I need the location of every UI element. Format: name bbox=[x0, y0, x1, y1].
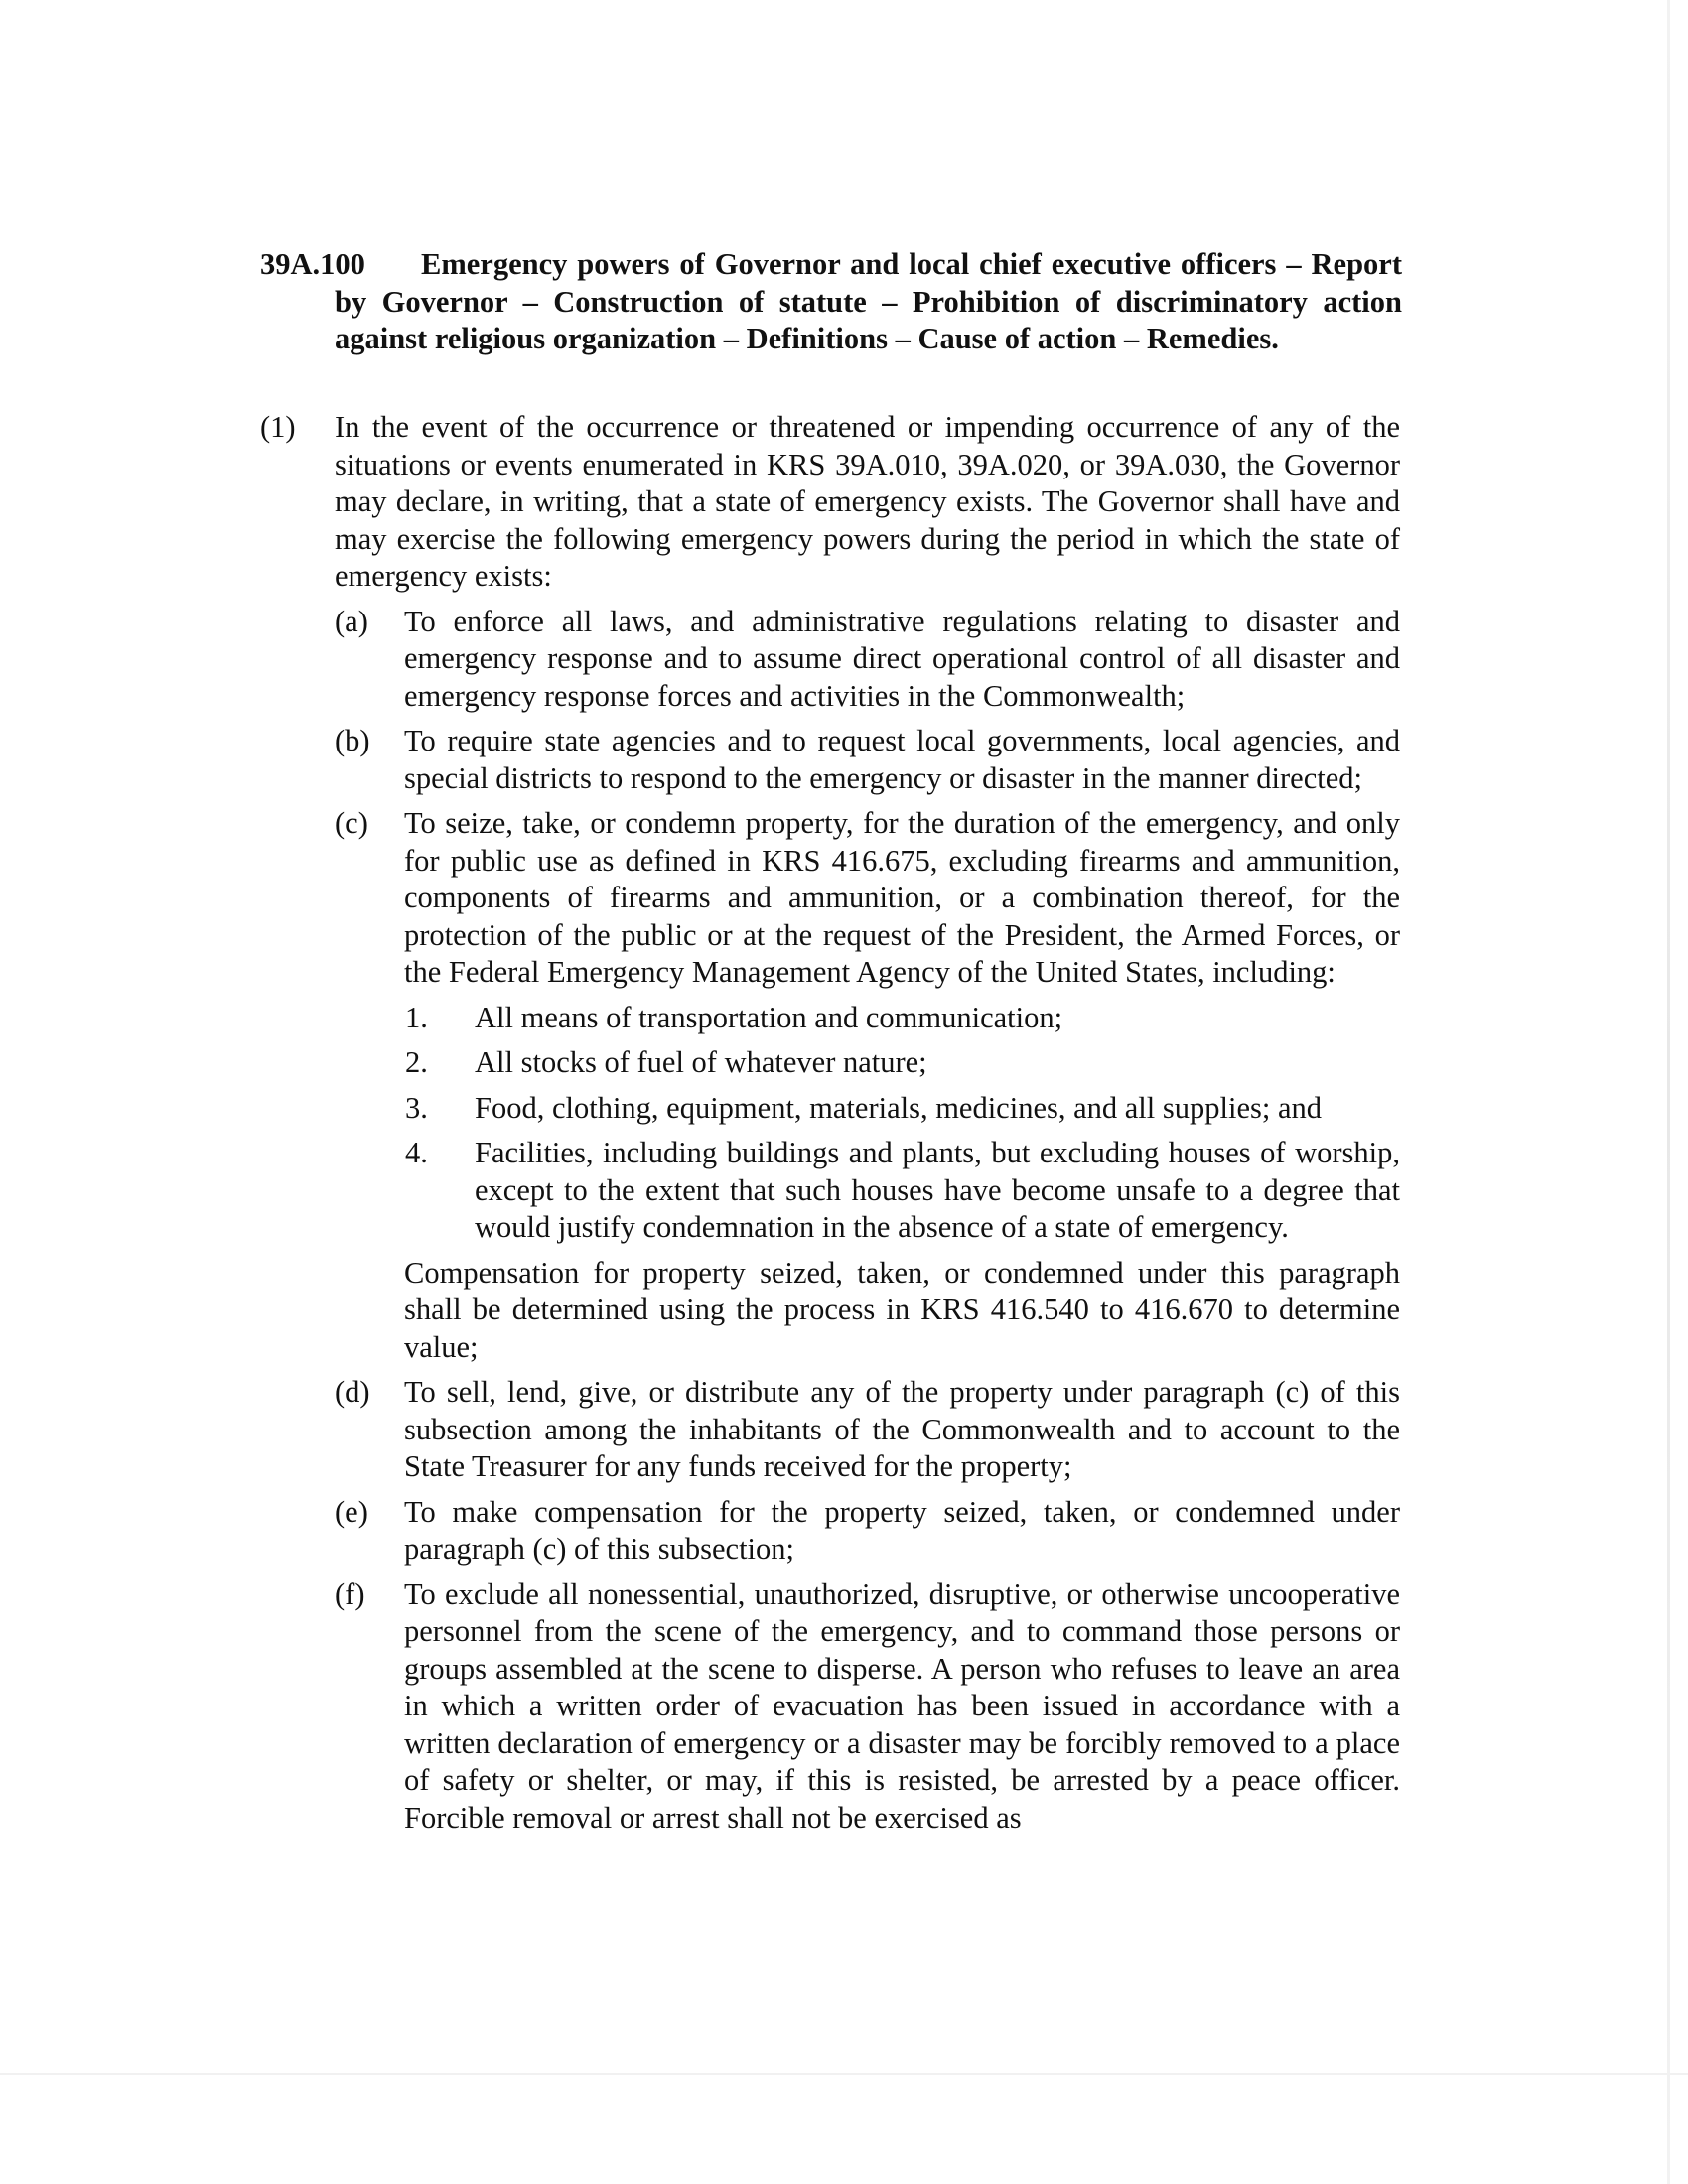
subparagraph-1 bbox=[260, 1000, 1400, 1037]
paragraph-text: To require state agencies and to request local governments, local agencies, and special districts to respond to the emergency or disaster in the manner directed; bbox=[404, 724, 1400, 795]
paragraph-f bbox=[260, 1576, 1400, 1838]
subparagraph-2 bbox=[260, 1044, 1400, 1082]
paragraph-e bbox=[260, 1494, 1400, 1569]
paragraph-label: (c) bbox=[335, 806, 368, 840]
subparagraph-3 bbox=[260, 1090, 1400, 1128]
paragraph-text: To sell, lend, give, or distribute any of the property under paragraph (c) of this subsection among the inhabitants of the Commonwealth and to account to the State Treasurer for any funds received for the property; bbox=[404, 1375, 1400, 1483]
paragraph-d bbox=[260, 1374, 1400, 1486]
paragraph-text: To seize, take, or condemn property, for the duration of the emergency, and only for public use as defined in KRS 416.675, excluding firearms and ammunition, components of firearms and ammunition, or a combination thereof, for the protection of the public or at the request of the President, the Armed Forces, or the Federal Emergency Management Agency of the United States, including: bbox=[404, 806, 1400, 989]
paragraph-b bbox=[260, 723, 1400, 797]
paragraph-text: To make compensation for the property seized, taken, or condemned under paragraph (c) of this subsection; bbox=[404, 1494, 1400, 1566]
subparagraph-label: 2. bbox=[405, 1045, 428, 1079]
paragraph-label: (e) bbox=[335, 1494, 368, 1529]
paragraph-label: (d) bbox=[335, 1375, 370, 1409]
scan-edge-bottom bbox=[0, 2073, 1688, 2075]
subparagraph-text: All means of transportation and communication; bbox=[475, 1000, 1063, 1034]
subparagraph-text: Food, clothing, equipment, materials, medicines, and all supplies; and bbox=[475, 1090, 1322, 1125]
subsection-label: (1) bbox=[260, 410, 296, 444]
subparagraph-label: 3. bbox=[405, 1090, 428, 1125]
paragraph-text: To enforce all laws, and administrative regulations relating to disaster and emergency response and to assume direct operational control of all disaster and emergency response forces and activities in the Commonwealth; bbox=[404, 604, 1400, 713]
subparagraph-label: 1. bbox=[405, 1000, 428, 1034]
paragraph-label: (f) bbox=[335, 1576, 365, 1611]
subparagraph-text: All stocks of fuel of whatever nature; bbox=[475, 1045, 927, 1079]
section-heading bbox=[260, 246, 1402, 358]
statute-body bbox=[260, 409, 1400, 1844]
subsection-text: In the event of the occurrence or threatened or impending occurrence of any of the situations or events enumerated in KRS 39A.010, 39A.020, or 39A.030, the Governor may declare, in writing, that a state of emergency exists. The Governor shall have and may exercise the following emergency powers during the period in which the state of emergency exists: bbox=[335, 410, 1400, 593]
paragraph-label: (b) bbox=[335, 724, 370, 757]
section-number: 39A.100 bbox=[260, 247, 365, 281]
subparagraph-4 bbox=[260, 1135, 1400, 1247]
section-title: Emergency powers of Governor and local chief executive officers – Report by Governor – Construction of statute – Prohibition of discriminatory action against religious organization – Definitions – Cause of action – Remedies. bbox=[335, 247, 1402, 355]
paragraph-a bbox=[260, 604, 1400, 716]
paragraph-text: To exclude all nonessential, unauthorized, disruptive, or otherwise uncooperative personnel from the scene of the emergency, and to command those persons or groups assembled at the scene to disperse. A person who refuses to leave an area in which a written order of evacuation has been issued in accordance with a written declaration of emergency or a disaster may be forcibly removed to a place of safety or shelter, or may, if this is resisted, be arrested by a peace officer. Forcible removal or arrest shall not be exercised as bbox=[404, 1576, 1400, 1835]
subparagraph-label: 4. bbox=[405, 1136, 428, 1169]
paragraph-c bbox=[260, 805, 1400, 992]
compensation-paragraph: Compensation for property seized, taken, or condemned under this paragraph shall be determined using the process in KRS 416.540 to 416.670 to determine value; bbox=[404, 1255, 1400, 1364]
paragraph-label: (a) bbox=[335, 604, 368, 638]
subsection-1 bbox=[260, 409, 1400, 596]
scan-edge-right bbox=[1667, 0, 1670, 2184]
subparagraph-text: Facilities, including buildings and plants, but excluding houses of worship, except to the extent that such houses have become unsafe to a degree that would justify condemnation in the absence of a state of emergency. bbox=[475, 1136, 1400, 1244]
